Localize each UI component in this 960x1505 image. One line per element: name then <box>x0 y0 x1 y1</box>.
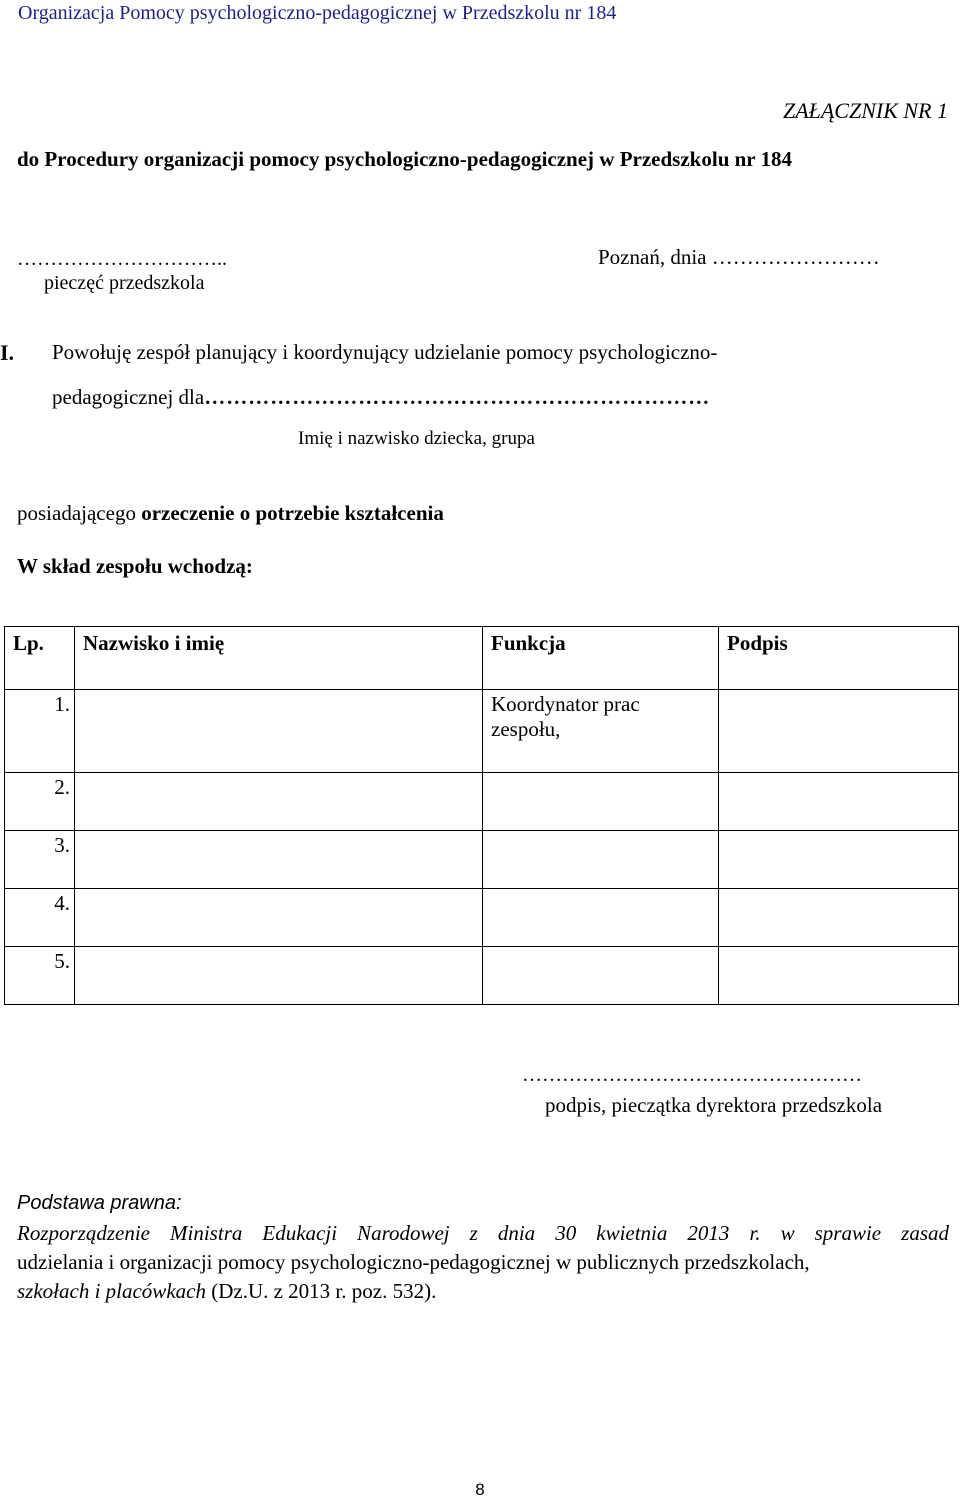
name-cell[interactable] <box>75 690 483 773</box>
function-cell[interactable] <box>483 831 719 889</box>
table-row <box>5 889 959 947</box>
legal-act-title: Rozporządzenie Ministra Edukacji Narodowej z dnia 30 kwietnia 2013 r. w sprawie zasad <box>17 1221 949 1245</box>
table-row <box>5 947 959 1005</box>
signature-cell[interactable] <box>719 773 959 831</box>
requirement-prefix: posiadającego <box>17 501 142 525</box>
page-number: 8 <box>475 1480 485 1499</box>
row-number: 3. <box>5 831 75 889</box>
signature-cell[interactable] <box>719 889 959 947</box>
legal-line-3-italic: szkołach i placówkach <box>17 1279 206 1303</box>
child-name-dots: …………………………………………………………… <box>204 385 711 409</box>
signature-cell[interactable] <box>719 690 959 773</box>
stamp-dots: ………………………….. <box>17 248 227 270</box>
legal-basis-text <box>17 1219 949 1306</box>
child-name-label: Imię i nazwisko dziecka, grupa <box>298 428 535 449</box>
name-cell[interactable] <box>75 947 483 1005</box>
name-cell[interactable] <box>75 831 483 889</box>
signature-cell[interactable] <box>719 831 959 889</box>
legal-line-3-rest: (Dz.U. z 2013 r. poz. 532). <box>205 1279 437 1303</box>
section-number: I. <box>0 340 15 365</box>
legal-line-3 <box>17 1277 949 1306</box>
table-header-row <box>5 627 959 690</box>
name-cell[interactable] <box>75 889 483 947</box>
stamp-label: pieczęć przedszkola <box>44 272 205 294</box>
table-row <box>5 831 959 889</box>
section-line-1: Powołuję zespół planujący i koordynujący udzielanie pomocy psychologiczno- <box>52 340 718 364</box>
function-cell: Koordynator prac zespołu, <box>483 690 719 773</box>
section-line-2-text: pedagogicznej dla <box>52 385 205 409</box>
signature-label: podpis, pieczątka dyrektora przedszkola <box>545 1093 883 1117</box>
header-lp: Lp. <box>5 627 75 690</box>
section-line-2 <box>52 385 710 410</box>
document-title: do Procedury organizacji pomocy psychologiczno-pedagogicznej w Przedszkolu nr 184 <box>17 147 792 171</box>
requirement-bold: orzeczenie o potrzebie kształcenia <box>141 501 444 525</box>
table-row <box>5 773 959 831</box>
table-row <box>5 690 959 773</box>
city-date: Poznań, dnia …………………… <box>598 245 880 269</box>
legal-basis-heading: Podstawa prawna: <box>17 1192 182 1214</box>
row-number: 4. <box>5 889 75 947</box>
annex-label: ZAŁĄCZNIK NR 1 <box>782 98 948 123</box>
legal-line-2: udzielania i organizacji pomocy psychologiczno-pedagogicznej w publicznych przedszkolach, <box>17 1250 810 1274</box>
header-function: Funkcja <box>483 627 719 690</box>
header-name: Nazwisko i imię <box>75 627 483 690</box>
signature-dots: …………………………………………… <box>522 1064 862 1086</box>
function-cell[interactable] <box>483 773 719 831</box>
requirement-line <box>17 501 444 526</box>
function-cell[interactable] <box>483 947 719 1005</box>
row-number: 5. <box>5 947 75 1005</box>
name-cell[interactable] <box>75 773 483 831</box>
signature-cell[interactable] <box>719 947 959 1005</box>
running-header: Organizacja Pomocy psychologiczno-pedagogicznej w Przedszkolu nr 184 <box>18 2 617 24</box>
row-number: 2. <box>5 773 75 831</box>
row-number: 1. <box>5 690 75 773</box>
header-signature: Podpis <box>719 627 959 690</box>
members-heading: W skład zespołu wchodzą: <box>17 554 253 578</box>
team-table <box>4 626 959 1005</box>
function-cell[interactable] <box>483 889 719 947</box>
